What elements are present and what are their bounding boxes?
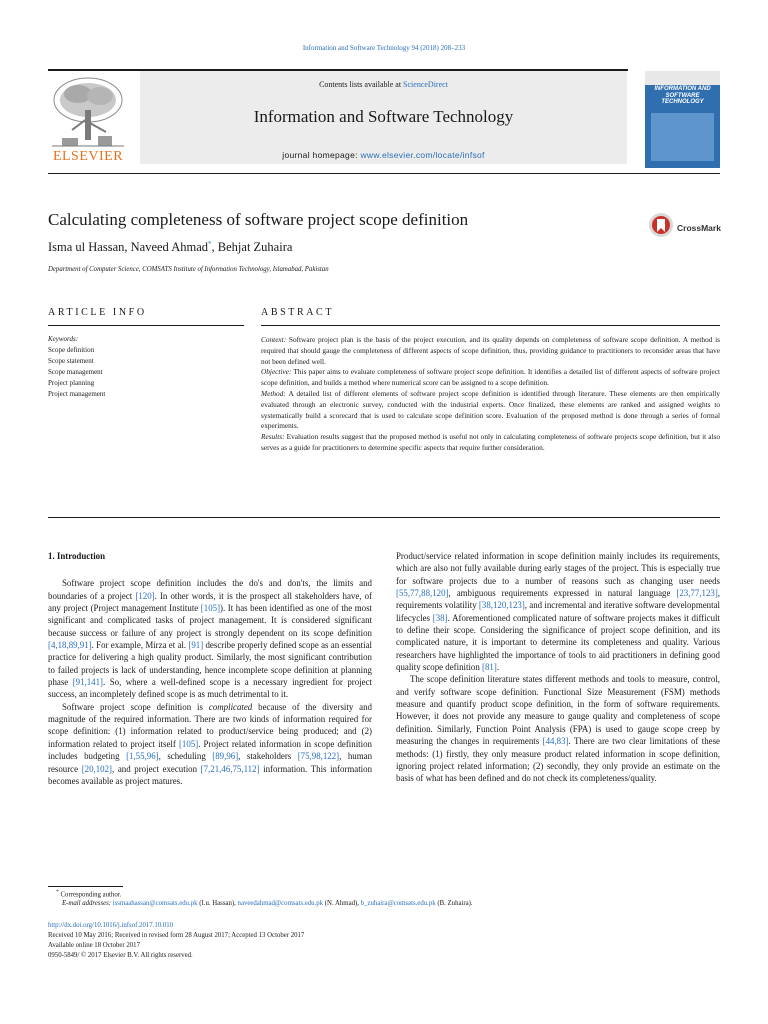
doi-link[interactable]: http://dx.doi.org/10.1016/j.infsof.2017.10.010 [48,922,174,929]
abstract-heading: ABSTRACT [261,307,335,318]
intro-paragraph-4: The scope definition literature states different methods and tools to measure, control, and verify software scope definition. Functional Size Measurement (FSM) methods measure and quantify product scope definition, in the form of software requirements. However, it does not provide any measure to gauge quality and completeness of scope definition. Similarly, Function Point Analysis (FPA) is used to gauge scope creep by measuring the changes in requirements [44,83]. There are two clear limitations of these methods: (1) firstly, they only measure product related information in scope definition, ignoring project related information; (2) secondly, they only provide an estimate on the basis of what has been defined and do not check its completeness/quality. [396,674,720,784]
intro-paragraph-2: Software project scope definition is complicated because of the diversity and magnitude of the required information. There are two kinds of information required for scope definition: (1) information related to product/service being produced; and (2) information related to project itself [105]. Project related information in scope definition includes budgeting [1,55,96], scheduling [89,96], stakeholders [75,98,122], human resource [20,102], and project execution [7,21,46,75,112] information. This information becomes available as project matures. [48,701,373,786]
keyword: Project management [48,390,106,398]
citation-link[interactable]: [91] [188,640,204,651]
citation-link[interactable]: [55,77,88,120] [396,588,449,599]
abstract-bottom-rule [48,517,720,518]
email-addresses: E-mail addresses: issmaahassan@comsats.edu.pk (I.u. Hassan), naveedahmad@comsats.edu.pk (N. Ahmad), b_zuhaira@comsats.edu.pk (B. Zuhaira). [62,900,473,907]
citation-link[interactable]: [75,98,122] [297,751,340,762]
corresponding-author-note: * Corresponding author. [56,889,122,899]
journal-homepage: journal homepage: www.elsevier.com/locate/infsof [282,150,485,160]
author-list: Isma ul Hassan, Naveed Ahmad*, Behjat Zuhaira [48,240,293,255]
body-column-right [396,550,720,785]
corresponding-author-marker[interactable]: * [208,240,212,248]
citation-link[interactable]: [105] [200,603,221,614]
intro-paragraph-1: Software project scope definition includes the do's and don'ts, the limits and boundaries of a project [120]. In other words, it is the prospect all stakeholders have, of any project (Project management Institute [105]). It has been identified as one of the most significant and complicated tasks of project management. It is considered significant because success or failure of any project is strongly dependent on its scope definition [4,18,89,91]. For example, Mirza et al. [91] describe properly defined scope as an essential practice for delivering a high quality product. Similarly, the most significant contribution to failed projects is lack of understanding, hence incomplete scope definition at planning phase [91,141]. So, where a well-defined scope is a necessary ingredient for project success, an incompletely defined scope is as much detrimental to it. [48,578,372,700]
abstract-context: Context: Software project plan is the basis of the project execution, and its quality depends on completeness of software scope definition. A method is required that should gauge the completeness of different aspects of scope definition, thus, providing guidance to practitioners to reconsider areas that have not been defined well. [261,335,720,366]
elsevier-wordmark: ELSEVIER [52,149,124,164]
cover-title: INFORMATION AND SOFTWARE TECHNOLOGY [654,86,711,106]
copyright: 0950-5849/ © 2017 Elsevier B.V. All rights reserved. [48,952,193,959]
keyword: Project planning [48,379,95,387]
crossmark-icon [648,212,674,238]
citation-link[interactable]: [38,120,123] [478,600,525,611]
cover-artwork [651,113,714,161]
email-link[interactable]: issmaahassan@comsats.edu.pk [112,900,198,907]
crossmark-badge[interactable] [648,212,723,238]
available-online: Available online 18 October 2017 [48,942,140,949]
citation-link[interactable]: [44,83] [542,736,569,747]
keyword: Scope management [48,368,103,376]
citation-link[interactable]: [4,18,89,91] [48,640,92,651]
sciencedirect-link[interactable]: ScienceDirect [403,80,448,89]
keywords-label: Keywords: [48,335,79,343]
footnote-rule [48,886,123,887]
citation-link[interactable]: [23,77,123] [676,588,718,599]
crossmark-label: CrossMark [677,223,721,233]
article-info-heading: ARTICLE INFO [48,307,147,318]
citation-link[interactable]: [91,141] [72,677,104,688]
citation-link[interactable]: [105] [178,738,199,749]
contents-line: Contents lists available at ScienceDirect [319,80,448,89]
body-column-left [48,550,372,787]
abstract-method: Method: A detailed list of different elements of software project scope definition is identified through literature. These elements are then empirically evaluated through an electronic survey, conducted with the industrial experts. Once finalized, these elements are ranked and assigned weights to systematically build a scorecard that is used to calculate scope definition score. Evaluation of the proposed method is done through a series of formal experiments. [261,388,720,431]
email-link[interactable]: naveedahmad@comsats.edu.pk [237,900,324,907]
abstract-results: Results: Evaluation results suggest that the proposed method is useful not only in calculating completeness of software projects scope definition, but it also serves as a guide for practitioners to determine specific aspects that require further consideration. [261,432,720,452]
received-dates: Received 10 May 2016; Received in revised form 28 August 2017; Accepted 13 October 2017 [48,932,305,939]
citation-link[interactable]: [89,96] [212,751,239,762]
citation-link[interactable]: [20,102] [81,763,113,774]
affiliation: Department of Computer Science, COMSATS Institute of Information Technology, Islamabad, Pakistan [48,266,329,273]
journal-cover-thumbnail[interactable] [645,71,720,168]
homepage-link[interactable]: www.elsevier.com/locate/infsof [360,150,485,160]
citation-link[interactable]: [120] [135,590,155,601]
citation-link[interactable]: [81] [482,662,497,673]
citation-link[interactable]: [38] [432,612,448,623]
email-link[interactable]: b_zuhaira@comsats.edu.pk [360,900,436,907]
journal-reference[interactable]: Information and Software Technology 94 (2018) 208–233 [302,44,466,52]
keywords-list [48,345,105,400]
citation-link[interactable]: [1,55,96] [126,751,159,762]
article-history [48,921,304,961]
keyword: Scope definition [48,346,95,354]
intro-paragraph-3: Product/service related information in scope definition mainly includes its requirements, which are also not fully available during early stages of the project. This is especially true for software projects due to a number of reasons such as changing user needs [55,77,88,120], ambiguous requirements expressed in natural language [23,77,123], requirements volatility [38,120,123], and incremental and iterative software developmental lifecycles [38]. Aforementioned complicated nature of software projects makes it difficult to define their scope. Considering the significance of project scope definition, and its complicated nature, it is important to determine its completeness and quality. Various researchers have highlighted the importance of tools to aid practitioners in defining good quality scope definition [81]. [396,551,720,673]
header-bottom-rule [48,173,720,174]
journal-title: Information and Software Technology [253,107,514,126]
citation-link[interactable]: [7,21,46,75,112] [200,763,260,774]
abstract-rule [261,325,720,326]
section-heading-introduction: 1. Introduction [48,551,106,561]
article-info-rule [48,325,244,326]
keyword: Scope statement [48,357,94,365]
article-title: Calculating completeness of software project scope definition [48,210,469,229]
abstract-body [261,335,720,454]
abstract-objective: Objective: This paper aims to evaluate completeness of software project scope definition. It identifies a detailed list of different aspects of software project scope definition, and builds a method where numerical score can be assigned to a scope definition. [261,367,720,388]
